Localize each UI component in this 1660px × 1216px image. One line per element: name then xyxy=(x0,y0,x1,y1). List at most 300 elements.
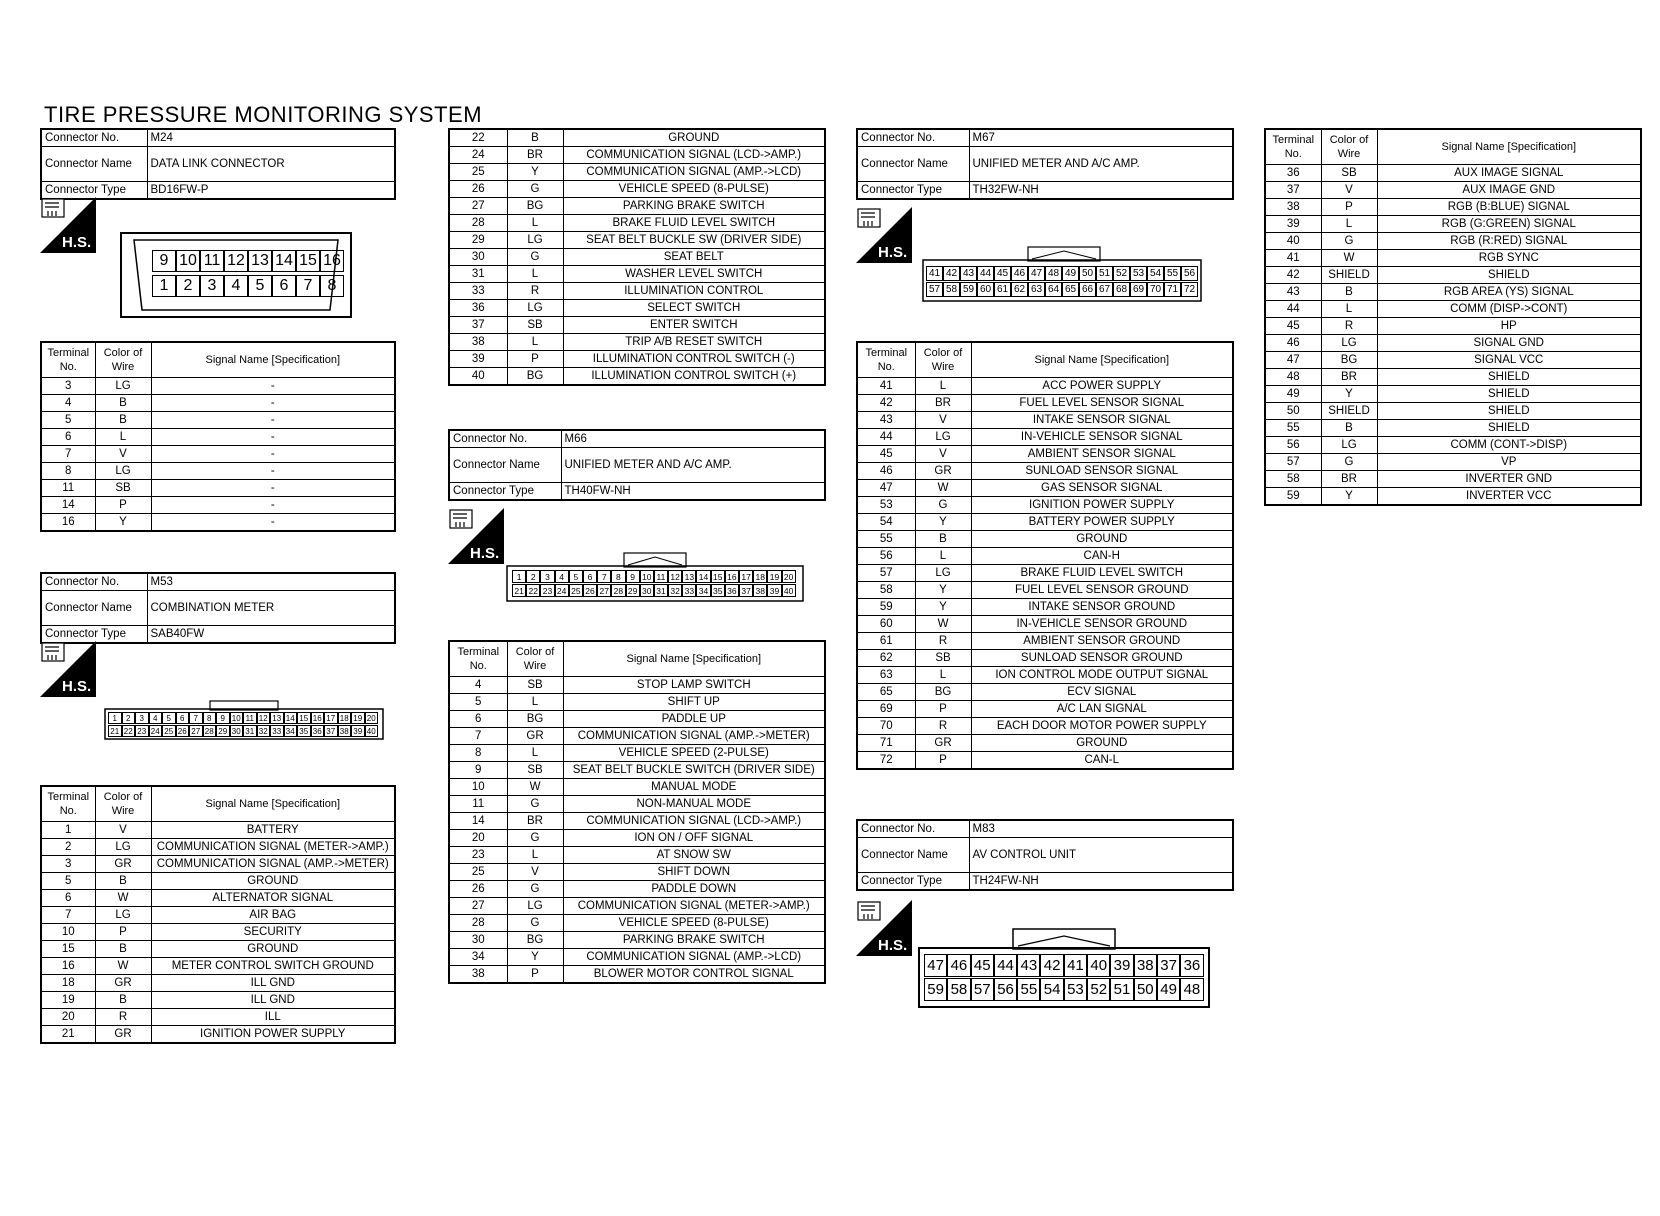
connector-pin: 45 xyxy=(971,954,994,977)
connector-pin: 48 xyxy=(1045,266,1062,281)
signal-name: - xyxy=(151,497,395,514)
wire-color: LG xyxy=(95,378,151,395)
wire-color: Y xyxy=(915,514,971,531)
signal-name: RGB (G:GREEN) SIGNAL xyxy=(1377,216,1641,233)
connector-pin: 9 xyxy=(216,712,230,724)
signal-name: SEAT BELT BUCKLE SWITCH (DRIVER SIDE) xyxy=(563,762,825,779)
table-row xyxy=(857,599,1233,616)
wire-color: V xyxy=(915,446,971,463)
terminal-no: 41 xyxy=(857,378,915,395)
connector-pin: 21 xyxy=(108,725,122,737)
wire-color: GR xyxy=(915,735,971,752)
signal-name: INVERTER GND xyxy=(1377,471,1641,488)
m53-terminal-table xyxy=(40,785,396,1044)
terminal-no: 43 xyxy=(857,412,915,429)
connector-pin: 18 xyxy=(753,570,767,583)
table-row xyxy=(449,198,825,215)
table-row xyxy=(41,463,395,480)
col-terminal: Terminal No. xyxy=(41,342,95,378)
signal-name: SHIELD xyxy=(1377,403,1641,420)
connector-pin: 38 xyxy=(338,725,352,737)
m53-connector-info xyxy=(40,572,396,644)
connector-pin: 55 xyxy=(1164,266,1181,281)
terminal-no: 69 xyxy=(857,701,915,718)
m83-connector-info xyxy=(856,819,1234,891)
connector-pin: 4 xyxy=(224,275,248,297)
connector-pin: 42 xyxy=(943,266,960,281)
connector-pin: 19 xyxy=(351,712,365,724)
connector-pin: 51 xyxy=(1110,978,1133,1001)
table-row xyxy=(449,779,825,796)
connector-pin: 36 xyxy=(725,584,739,597)
connector-pin: 57 xyxy=(926,282,943,297)
wire-color: SB xyxy=(507,677,563,694)
table-row xyxy=(449,215,825,232)
table-row xyxy=(449,898,825,915)
signal-name: VP xyxy=(1377,454,1641,471)
table-row xyxy=(857,684,1233,701)
terminal-no: 5 xyxy=(449,694,507,711)
m83-connector-face xyxy=(918,928,1210,1008)
wire-color: W xyxy=(915,616,971,633)
terminal-no: 6 xyxy=(41,429,95,446)
connector-pin: 50 xyxy=(1079,266,1096,281)
table-row xyxy=(41,378,395,395)
pin-row-top xyxy=(152,250,344,272)
terminal-no: 59 xyxy=(857,599,915,616)
connector-pin: 56 xyxy=(994,978,1017,1001)
connector-pin: 40 xyxy=(1087,954,1110,977)
table-row xyxy=(41,890,395,907)
signal-name: COMMUNICATION SIGNAL (AMP.->LCD) xyxy=(563,164,825,181)
svg-text:H.S.: H.S. xyxy=(62,678,92,695)
wire-color: G xyxy=(915,497,971,514)
connector-pin: 32 xyxy=(668,584,682,597)
connector-pin: 13 xyxy=(682,570,696,583)
signal-name: SUNLOAD SENSOR SIGNAL xyxy=(971,463,1233,480)
table-row xyxy=(449,283,825,300)
wire-color: V xyxy=(507,864,563,881)
connector-pin: 6 xyxy=(176,712,190,724)
terminal-no: 6 xyxy=(41,890,95,907)
signal-name: SHIELD xyxy=(1377,369,1641,386)
signal-name: BATTERY xyxy=(151,822,395,839)
table-row xyxy=(1265,420,1641,437)
terminal-no: 55 xyxy=(1265,420,1321,437)
signal-name: COMMUNICATION SIGNAL (AMP.->LCD) xyxy=(563,949,825,966)
connector-pin: 2 xyxy=(122,712,136,724)
label: Connector No. xyxy=(857,129,969,147)
signal-name: ION ON / OFF SIGNAL xyxy=(563,830,825,847)
wire-color: W xyxy=(507,779,563,796)
connector-pin: 47 xyxy=(1028,266,1045,281)
wire-color: L xyxy=(915,378,971,395)
signal-name: AMBIENT SENSOR SIGNAL xyxy=(971,446,1233,463)
table-row xyxy=(41,924,395,941)
col-signal: Signal Name [Specification] xyxy=(151,786,395,822)
label: Connector Type xyxy=(857,873,969,891)
connector-pin: 35 xyxy=(711,584,725,597)
connector-pin: 10 xyxy=(640,570,654,583)
table-row xyxy=(1265,284,1641,301)
connector-no: M67 xyxy=(969,129,1233,147)
connector-pin: 65 xyxy=(1062,282,1079,297)
connector-pin: 23 xyxy=(135,725,149,737)
terminal-no: 46 xyxy=(1265,335,1321,352)
connector-pin: 3 xyxy=(540,570,554,583)
terminal-no: 58 xyxy=(1265,471,1321,488)
wire-color: V xyxy=(915,412,971,429)
terminal-no: 63 xyxy=(857,667,915,684)
table-row xyxy=(857,395,1233,412)
svg-text:H.S.: H.S. xyxy=(878,244,908,261)
col-signal: Signal Name [Specification] xyxy=(151,342,395,378)
connector-pin: 3 xyxy=(200,275,224,297)
signal-name: STOP LAMP SWITCH xyxy=(563,677,825,694)
wire-color: B xyxy=(1321,284,1377,301)
signal-name: RGB (R:RED) SIGNAL xyxy=(1377,233,1641,250)
terminal-no: 16 xyxy=(41,514,95,532)
table-row xyxy=(1265,369,1641,386)
signal-name: ILLUMINATION CONTROL SWITCH (+) xyxy=(563,368,825,386)
terminal-no: 43 xyxy=(1265,284,1321,301)
hs-harness-side-icon xyxy=(856,900,912,956)
connector-pin: 4 xyxy=(555,570,569,583)
wire-color: LG xyxy=(95,463,151,480)
table-row xyxy=(449,694,825,711)
signal-name: SHIFT UP xyxy=(563,694,825,711)
table-row xyxy=(449,830,825,847)
wire-color: W xyxy=(95,958,151,975)
wire-color: B xyxy=(95,412,151,429)
terminal-no: 4 xyxy=(449,677,507,694)
table-row xyxy=(857,718,1233,735)
signal-name: TRIP A/B RESET SWITCH xyxy=(563,334,825,351)
wire-color: BG xyxy=(915,684,971,701)
table-row xyxy=(41,1026,395,1044)
table-row xyxy=(449,711,825,728)
wire-color: G xyxy=(507,881,563,898)
connector-type: TH32FW-NH xyxy=(969,182,1233,200)
connector-type: SAB40FW xyxy=(147,626,395,644)
terminal-no: 56 xyxy=(1265,437,1321,454)
connector-name: AV CONTROL UNIT xyxy=(969,838,1233,873)
wire-color: SB xyxy=(95,480,151,497)
connector-pin: 10 xyxy=(230,712,244,724)
connector-pin: 30 xyxy=(640,584,654,597)
terminal-no: 14 xyxy=(41,497,95,514)
connector-pin: 39 xyxy=(767,584,781,597)
terminal-no: 33 xyxy=(449,283,507,300)
connector-pin: 52 xyxy=(1087,978,1110,1001)
table-row xyxy=(857,701,1233,718)
terminal-no: 20 xyxy=(449,830,507,847)
signal-name: ENTER SWITCH xyxy=(563,317,825,334)
wire-color: P xyxy=(95,924,151,941)
wire-color: G xyxy=(507,915,563,932)
signal-name: HP xyxy=(1377,318,1641,335)
connector-pin: 10 xyxy=(176,250,200,272)
connector-pin: 11 xyxy=(200,250,224,272)
connector-pin: 53 xyxy=(1064,978,1087,1001)
table-row xyxy=(41,907,395,924)
connector-pin: 12 xyxy=(224,250,248,272)
terminal-no: 26 xyxy=(449,881,507,898)
table-row xyxy=(1265,233,1641,250)
connector-pin: 13 xyxy=(270,712,284,724)
connector-no: M83 xyxy=(969,820,1233,838)
wire-color: P xyxy=(507,966,563,984)
terminal-no: 44 xyxy=(857,429,915,446)
signal-name: AUX IMAGE SIGNAL xyxy=(1377,165,1641,182)
signal-name: - xyxy=(151,463,395,480)
connector-pin: 18 xyxy=(338,712,352,724)
wire-color: BR xyxy=(507,147,563,164)
connector-pin: 50 xyxy=(1134,978,1157,1001)
terminal-no: 24 xyxy=(449,147,507,164)
wire-color: BG xyxy=(1321,352,1377,369)
connector-pin: 66 xyxy=(1079,282,1096,297)
connector-pin: 5 xyxy=(569,570,583,583)
terminal-no: 20 xyxy=(41,1009,95,1026)
terminal-no: 57 xyxy=(1265,454,1321,471)
connector-pin: 30 xyxy=(230,725,244,737)
terminal-no: 40 xyxy=(449,368,507,386)
table-row xyxy=(41,514,395,532)
m24-terminal-table xyxy=(40,341,396,532)
col-terminal: Terminal No. xyxy=(41,786,95,822)
wire-color: P xyxy=(915,701,971,718)
signal-name: RGB (B:BLUE) SIGNAL xyxy=(1377,199,1641,216)
table-row xyxy=(41,480,395,497)
connector-pin: 32 xyxy=(257,725,271,737)
signal-name: SIGNAL GND xyxy=(1377,335,1641,352)
pin-row-bottom xyxy=(512,584,796,597)
table-row xyxy=(1265,403,1641,420)
table-row xyxy=(1265,182,1641,199)
wire-color: GR xyxy=(95,856,151,873)
signal-name: CAN-L xyxy=(971,752,1233,770)
connector-pin: 35 xyxy=(297,725,311,737)
connector-pin: 46 xyxy=(947,954,970,977)
connector-pin: 37 xyxy=(324,725,338,737)
wire-color: LG xyxy=(507,300,563,317)
wire-color: R xyxy=(915,718,971,735)
terminal-no: 44 xyxy=(1265,301,1321,318)
table-row xyxy=(1265,454,1641,471)
table-row xyxy=(1265,267,1641,284)
signal-name: GROUND xyxy=(971,735,1233,752)
col-signal: Signal Name [Specification] xyxy=(1377,129,1641,165)
col-terminal: Terminal No. xyxy=(1265,129,1321,165)
terminal-no: 19 xyxy=(41,992,95,1009)
table-row xyxy=(449,949,825,966)
table-row xyxy=(41,822,395,839)
signal-name: - xyxy=(151,429,395,446)
connector-pin: 60 xyxy=(977,282,994,297)
terminal-no: 56 xyxy=(857,548,915,565)
wire-color: B xyxy=(95,992,151,1009)
wire-color: R xyxy=(1321,318,1377,335)
col-color: Color of Wire xyxy=(915,342,971,378)
connector-pin: 46 xyxy=(1011,266,1028,281)
table-row xyxy=(449,232,825,249)
table-row xyxy=(857,565,1233,582)
connector-pin: 34 xyxy=(284,725,298,737)
label: Connector Type xyxy=(41,626,147,644)
signal-name: COMMUNICATION SIGNAL (METER->AMP.) xyxy=(563,898,825,915)
wire-color: Y xyxy=(507,949,563,966)
m67-terminal-table xyxy=(856,341,1234,770)
wire-color: Y xyxy=(507,164,563,181)
table-row xyxy=(857,667,1233,684)
connector-pin: 39 xyxy=(1110,954,1133,977)
svg-text:H.S.: H.S. xyxy=(878,937,908,954)
signal-name: RGB AREA (YS) SIGNAL xyxy=(1377,284,1641,301)
connector-pin: 25 xyxy=(569,584,583,597)
connector-pin: 17 xyxy=(324,712,338,724)
connector-pin: 37 xyxy=(1157,954,1180,977)
connector-pin: 36 xyxy=(1180,954,1203,977)
table-row xyxy=(41,395,395,412)
terminal-no: 29 xyxy=(449,232,507,249)
table-row xyxy=(857,548,1233,565)
m67-connector-face xyxy=(922,246,1202,302)
connector-pin: 63 xyxy=(1028,282,1045,297)
signal-name: ACC POWER SUPPLY xyxy=(971,378,1233,395)
connector-pin: 45 xyxy=(994,266,1011,281)
table-row xyxy=(449,728,825,745)
col-signal: Signal Name [Specification] xyxy=(563,641,825,677)
wire-color: LG xyxy=(507,898,563,915)
connector-pin: 20 xyxy=(365,712,379,724)
signal-name: IN-VEHICLE SENSOR GROUND xyxy=(971,616,1233,633)
terminal-no: 71 xyxy=(857,735,915,752)
connector-pin: 19 xyxy=(767,570,781,583)
connector-pin: 2 xyxy=(176,275,200,297)
connector-type: TH40FW-NH xyxy=(561,483,825,501)
signal-name: ECV SIGNAL xyxy=(971,684,1233,701)
connector-pin: 29 xyxy=(216,725,230,737)
table-row xyxy=(1265,301,1641,318)
wire-color: P xyxy=(95,497,151,514)
signal-name: ILLUMINATION CONTROL SWITCH (-) xyxy=(563,351,825,368)
wire-color: BG xyxy=(507,932,563,949)
terminal-no: 25 xyxy=(449,864,507,881)
connector-pin: 17 xyxy=(739,570,753,583)
terminal-no: 30 xyxy=(449,932,507,949)
wire-color: BG xyxy=(507,711,563,728)
hs-harness-side-icon xyxy=(40,641,96,697)
connector-pin: 68 xyxy=(1113,282,1130,297)
table-row xyxy=(857,463,1233,480)
connector-pin: 48 xyxy=(1180,978,1203,1001)
connector-pin: 14 xyxy=(284,712,298,724)
connector-pin: 15 xyxy=(296,250,320,272)
connector-pin: 47 xyxy=(924,954,947,977)
connector-pin: 58 xyxy=(943,282,960,297)
terminal-no: 7 xyxy=(41,446,95,463)
wire-color: BG xyxy=(507,368,563,386)
wire-color: V xyxy=(95,446,151,463)
terminal-no: 14 xyxy=(449,813,507,830)
m66-connector-face xyxy=(506,552,804,602)
terminal-no: 16 xyxy=(41,958,95,975)
wire-color: R xyxy=(95,1009,151,1026)
signal-name: PADDLE DOWN xyxy=(563,881,825,898)
wire-color: B xyxy=(95,395,151,412)
wire-color: L xyxy=(507,266,563,283)
terminal-no: 5 xyxy=(41,412,95,429)
terminal-no: 49 xyxy=(1265,386,1321,403)
signal-name: SECURITY xyxy=(151,924,395,941)
terminal-no: 2 xyxy=(41,839,95,856)
connector-pin: 6 xyxy=(583,570,597,583)
signal-name: AMBIENT SENSOR GROUND xyxy=(971,633,1233,650)
terminal-no: 62 xyxy=(857,650,915,667)
table-row xyxy=(857,531,1233,548)
connector-pin: 2 xyxy=(526,570,540,583)
table-row xyxy=(1265,437,1641,454)
terminal-no: 25 xyxy=(449,164,507,181)
connector-pin: 13 xyxy=(248,250,272,272)
connector-pin: 3 xyxy=(135,712,149,724)
pin-row-bottom xyxy=(924,978,1204,1001)
signal-name: PARKING BRAKE SWITCH xyxy=(563,198,825,215)
connector-pin: 25 xyxy=(162,725,176,737)
wire-color: L xyxy=(507,215,563,232)
table-row xyxy=(449,796,825,813)
connector-pin: 39 xyxy=(351,725,365,737)
signal-name: SIGNAL VCC xyxy=(1377,352,1641,369)
signal-name: ALTERNATOR SIGNAL xyxy=(151,890,395,907)
terminal-no: 39 xyxy=(1265,216,1321,233)
connector-pin: 54 xyxy=(1147,266,1164,281)
terminal-no: 3 xyxy=(41,856,95,873)
terminal-no: 38 xyxy=(449,966,507,984)
connector-pin: 57 xyxy=(971,978,994,1001)
table-row xyxy=(1265,335,1641,352)
connector-pin: 24 xyxy=(555,584,569,597)
connector-pin: 21 xyxy=(512,584,526,597)
terminal-no: 38 xyxy=(1265,199,1321,216)
signal-name: ION CONTROL MODE OUTPUT SIGNAL xyxy=(971,667,1233,684)
signal-name: A/C LAN SIGNAL xyxy=(971,701,1233,718)
terminal-no: 31 xyxy=(449,266,507,283)
table-row xyxy=(1265,165,1641,182)
terminal-no: 27 xyxy=(449,898,507,915)
signal-name: SEAT BELT BUCKLE SW (DRIVER SIDE) xyxy=(563,232,825,249)
signal-name: - xyxy=(151,395,395,412)
connector-pin: 23 xyxy=(540,584,554,597)
connector-name: COMBINATION METER xyxy=(147,591,395,626)
signal-name: - xyxy=(151,446,395,463)
signal-name: BLOWER MOTOR CONTROL SIGNAL xyxy=(563,966,825,984)
wire-color: V xyxy=(1321,182,1377,199)
signal-name: IGNITION POWER SUPPLY xyxy=(971,497,1233,514)
wire-color: L xyxy=(1321,216,1377,233)
hs-harness-side-icon xyxy=(448,508,504,564)
terminal-no: 45 xyxy=(1265,318,1321,335)
connector-pin: 34 xyxy=(696,584,710,597)
wire-color: L xyxy=(915,548,971,565)
wire-color: B xyxy=(507,129,563,147)
wire-color: L xyxy=(507,694,563,711)
signal-name: CAN-H xyxy=(971,548,1233,565)
wire-color: LG xyxy=(95,839,151,856)
connector-pin: 44 xyxy=(977,266,994,281)
terminal-no: 15 xyxy=(41,941,95,958)
